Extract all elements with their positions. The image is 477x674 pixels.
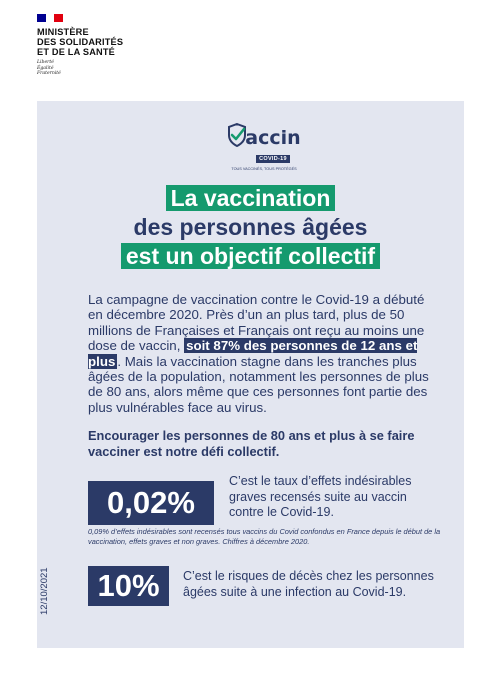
highlight-stat: soit 87% des personnes de 12 ans et plus [88,338,418,369]
ministry-line: DES SOLIDARITÉS [37,37,124,47]
motto-line: Liberté [37,60,54,65]
ministry-line: MINISTÈRE [37,27,89,37]
stat-text-death-risk: C’est le risques de décès chez les personnes âgées suite à une infection au Covid-19. [183,569,434,599]
stat-value-adverse-effects: 0,02% [88,481,214,525]
call-to-action: Encourager les personnes de 80 ans et plus à se faire vacciner est notre défi collectif. [88,428,415,459]
ministry-line: ET DE LA SANTÉ [37,47,116,57]
motto-line: Fraternité [37,71,61,76]
ministry-header [37,14,123,77]
shield-check-icon [227,123,247,147]
republic-motto [37,60,123,77]
title-line-2: des personnes âgées [133,214,368,240]
logo-badge: COVID-19 [256,155,290,163]
intro-paragraph [88,292,438,415]
title-line-3: est un objectif collectif [121,243,380,269]
vaccin-covid-logo [227,123,301,171]
logo-word: accin [245,127,301,149]
footnote: 0,09% d’effets indésirables sont recensés tous vaccins du Covid confondus en France depuis le début de la vaccination, effets graves et non graves. Chiffres à décembre 2020. [88,527,441,546]
intro-text: La campagne de vaccination contre le Covid-19 a débuté en décembre 2020. Près d’un an plus tard, plus de 50 millions de Françaises et Français ont reçu au moins une dose de vaccin, [88,292,425,354]
content-panel [37,101,464,648]
stat-value-death-risk: 10% [88,566,169,606]
title-line-1: La vaccination [166,185,336,211]
page-title [37,184,464,271]
french-flag-icon [37,14,63,22]
logo-tagline: TOUS VACCINÉS, TOUS PROTÉGÉS [231,167,297,171]
ministry-name [37,27,123,57]
publication-date: 12/10/2021 [39,567,50,615]
intro-text-continued: . Mais la vaccination stagne dans les tranches plus âgées de la population, notamment les personnes de plus de 80 ans, alors même que ces personnes font partie des plus vulnérables face au virus. [88,353,429,415]
motto-line: Égalité [37,65,54,71]
stat-text-adverse-effects: C’est le taux d’effets indésirables graves recensés suite au vaccin contre le Covid-19. [229,474,412,519]
